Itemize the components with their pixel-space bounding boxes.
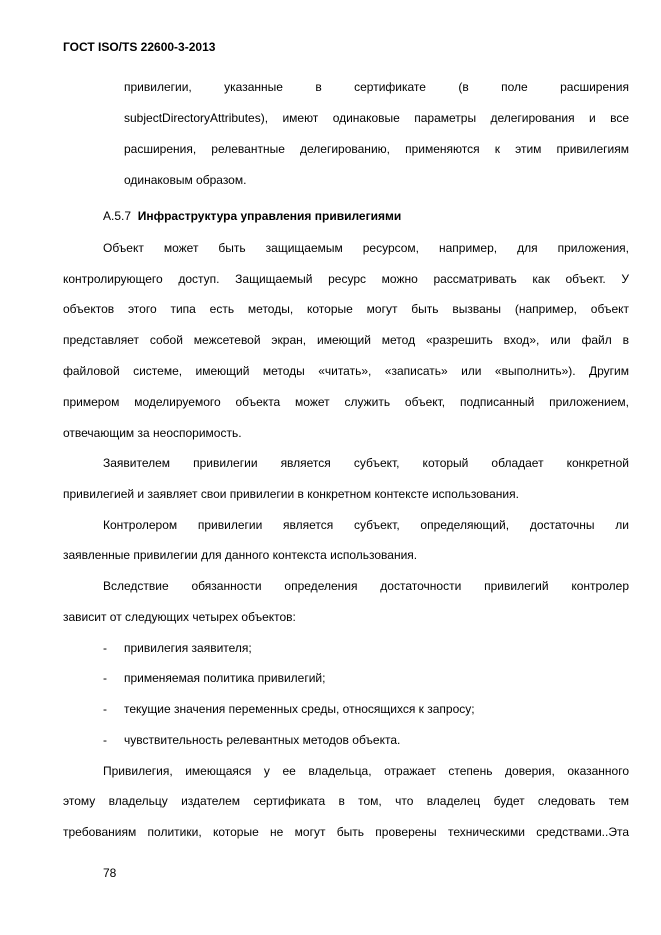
p1-line-7: отвечающим за неоспоримость. xyxy=(63,426,242,440)
list-item-3: текущие значения переменных среды, относящихся к запросу; xyxy=(124,702,475,716)
p3-line-1: Контролером привилегии является субъект, определяющий, достаточны ли xyxy=(103,518,629,532)
p3-line-2: заявленные привилегии для данного контекста использования. xyxy=(63,548,418,562)
p4-line-1: Вследствие обязанности определения достаточности привилегий контролер xyxy=(103,579,629,593)
cont-line-4: одинаковым образом. xyxy=(124,173,247,187)
p1-line-1: Объект может быть защищаемым ресурсом, например, для приложения, xyxy=(103,241,629,255)
section-title: Инфраструктура управления привилегиями xyxy=(137,209,402,223)
p5-line-2: этому владельцу издателем сертификата в том, что владелец будет следовать тем xyxy=(63,794,629,808)
list-item-2: применяемая политика привилегий; xyxy=(124,671,326,685)
p5-line-3: требованиям политики, которые не могут быть проверены техническими средствами..Эта xyxy=(63,825,629,839)
cont-line-2: subjectDirectoryAttributes), имеют одинаковые параметры делегирования и все xyxy=(124,111,629,125)
p1-line-5: файловой системе, имеющий методы «читать», «записать» или «выполнить»). Другим xyxy=(63,364,629,378)
p4-line-2: зависит от следующих четырех объектов: xyxy=(63,610,296,624)
section-number: А.5.7 xyxy=(103,209,132,223)
list-item-1: привилегия заявителя; xyxy=(124,641,252,655)
p1-line-2: контролирующего доступ. Защищаемый ресурс можно рассматривать как объект. У xyxy=(63,272,629,286)
p5-line-1: Привилегия, имеющаяся у ее владельца, отражает степень доверия, оказанного xyxy=(103,764,629,778)
list-bullet: - xyxy=(103,702,107,716)
list-bullet: - xyxy=(103,671,107,685)
p1-line-3: объектов этого типа есть методы, которые могут быть вызваны (например, объект xyxy=(63,302,629,316)
cont-line-1: привилегии, указанные в сертификате (в поле расширения xyxy=(124,80,629,94)
p1-line-4: представляет собой межсетевой экран, имеющий метод «разрешить вход», или файл в xyxy=(63,333,629,347)
list-bullet: - xyxy=(103,733,107,747)
page-number: 78 xyxy=(103,866,117,880)
list-item-4: чувствительность релевантных методов объекта. xyxy=(124,733,401,747)
p1-line-6: примером моделируемого объекта может служить объект, подписанный приложением, xyxy=(63,395,629,409)
list-bullet: - xyxy=(103,641,107,655)
document-header: ГОСТ ISO/TS 22600-3-2013 xyxy=(63,40,216,54)
cont-line-3: расширения, релевантные делегированию, применяются к этим привилегиям xyxy=(124,142,629,156)
section-heading xyxy=(103,209,401,223)
p2-line-1: Заявителем привилегии является субъект, который обладает конкретной xyxy=(103,456,629,470)
p2-line-2: привилегией и заявляет свои привилегии в конкретном контексте использования. xyxy=(63,487,519,501)
